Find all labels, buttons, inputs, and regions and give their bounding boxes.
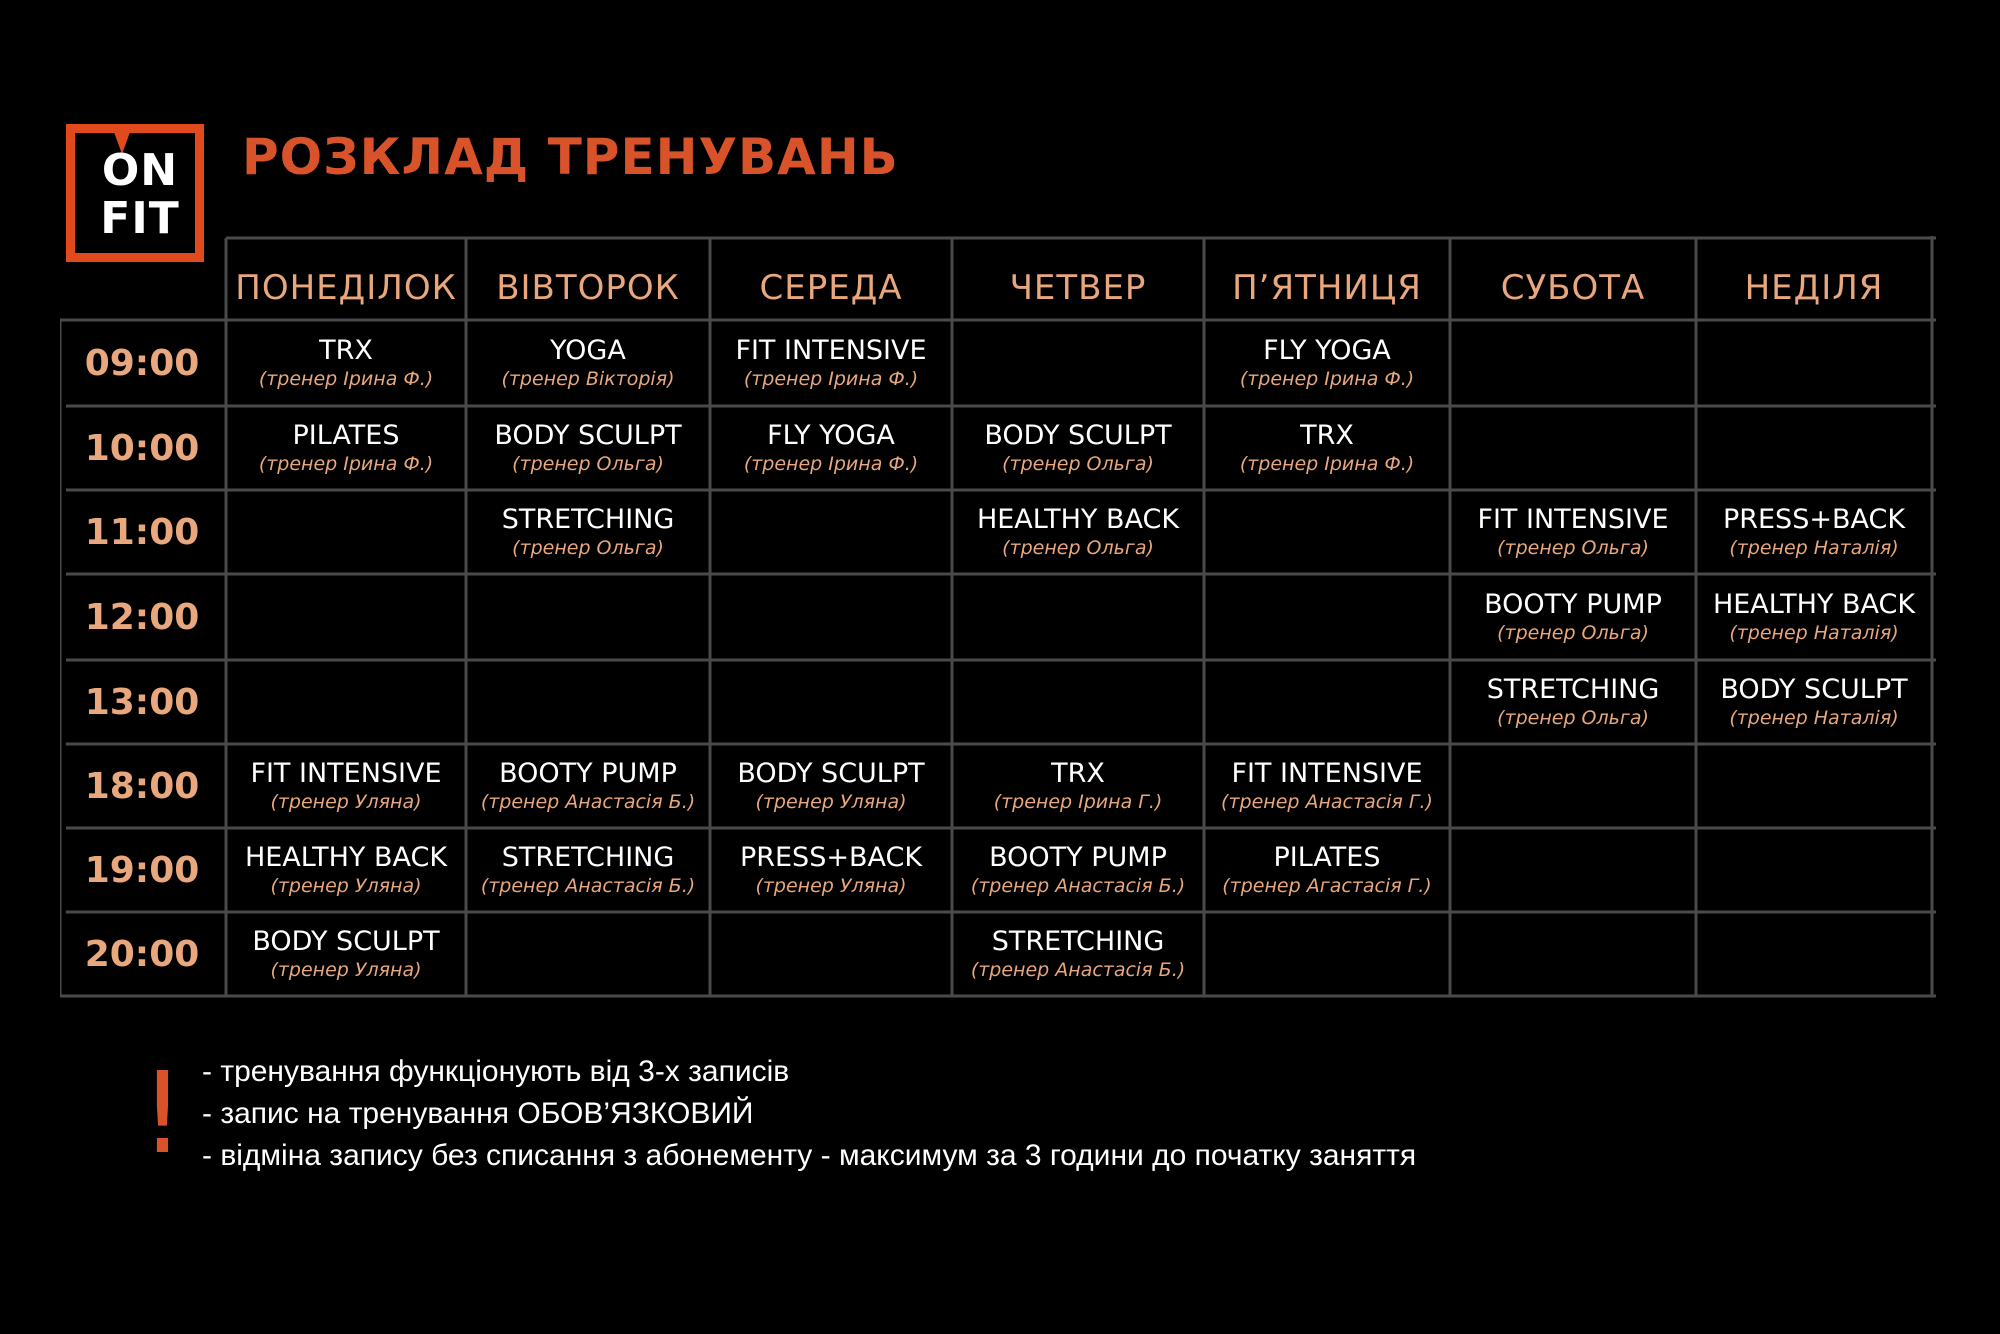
class-cell: [1204, 744, 1450, 828]
day-header: ЧЕТВЕР: [1009, 268, 1147, 308]
class-cell: [1696, 660, 1932, 744]
class-name: BOOTY PUMP: [1484, 589, 1662, 620]
class-trainer: (тренер Ірина Ф.): [1239, 368, 1415, 390]
class-trainer: (тренер Ірина Ф.): [258, 453, 434, 475]
class-cell: [1204, 406, 1450, 490]
class-name: STRETCHING: [1486, 674, 1660, 705]
class-name: PRESS+BACK: [1722, 504, 1906, 535]
class-cell: [952, 912, 1204, 996]
class-cell: [466, 828, 710, 912]
day-header: П’ЯТНИЦЯ: [1232, 268, 1422, 308]
class-trainer: (тренер Уляна): [270, 959, 422, 981]
class-trainer: (тренер Ірина Ф.): [258, 368, 434, 390]
class-trainer: (тренер Уляна): [270, 875, 422, 897]
class-trainer: (тренер Ольга): [1497, 707, 1649, 729]
class-name: TRX: [1300, 420, 1354, 451]
class-cell: [710, 320, 952, 406]
class-name: STRETCHING: [991, 926, 1165, 957]
class-cell: [226, 320, 466, 406]
day-header: ПОНЕДІЛОК: [235, 268, 457, 308]
class-trainer: (тренер Ірина Ф.): [1239, 453, 1415, 475]
class-name: BODY SCULPT: [1720, 674, 1908, 705]
class-cell: [226, 406, 466, 490]
class-trainer: (тренер Ольга): [1497, 537, 1649, 559]
time-label: 13:00: [84, 681, 200, 723]
class-name: PILATES: [292, 420, 400, 451]
class-trainer: (тренер Ірина Ф.): [743, 453, 919, 475]
logo-text-fit: FIT: [100, 193, 180, 244]
class-cell: [1204, 828, 1450, 912]
day-header: ВІВТОРОК: [496, 268, 680, 308]
class-name: BOOTY PUMP: [499, 758, 677, 789]
note-item: - тренування функціонують від 3-х записів: [202, 1055, 790, 1088]
class-cell: [710, 406, 952, 490]
class-cell: [952, 744, 1204, 828]
logo-text-on: ON: [101, 145, 179, 196]
class-name: FLY YOGA: [767, 420, 895, 451]
class-name: BOOTY PUMP: [989, 842, 1167, 873]
class-cell: [1204, 320, 1450, 406]
time-label: 10:00: [84, 427, 200, 469]
class-cell: [952, 828, 1204, 912]
class-cell: [1696, 574, 1932, 660]
time-label: 18:00: [84, 765, 200, 807]
time-label: 12:00: [84, 596, 200, 638]
class-trainer: (тренер Анастасія Г.): [1221, 791, 1433, 813]
note-item: - запис на тренування ОБОВ’ЯЗКОВИЙ: [202, 1097, 754, 1130]
class-trainer: (тренер Ольга): [512, 453, 664, 475]
schedule-table: [60, 236, 1940, 1000]
class-cell: [1450, 490, 1696, 574]
class-trainer: (тренер Ольга): [1002, 537, 1154, 559]
class-cell: [226, 744, 466, 828]
class-cell: [226, 912, 466, 996]
class-name: HEALTHY BACK: [1712, 589, 1916, 620]
time-label: 20:00: [84, 933, 200, 975]
class-trainer: (тренер Наталія): [1729, 707, 1899, 729]
day-header: СЕРЕДА: [759, 268, 903, 308]
page-title: РОЗКЛАД ТРЕНУВАНЬ: [242, 128, 899, 186]
class-trainer: (тренер Ольга): [512, 537, 664, 559]
class-name: HEALTHY BACK: [244, 842, 448, 873]
class-trainer: (тренер Уляна): [270, 791, 422, 813]
class-name: TRX: [1051, 758, 1105, 789]
class-trainer: (тренер Ольга): [1002, 453, 1154, 475]
class-trainer: (тренер Анастасія Б.): [480, 875, 696, 897]
class-trainer: (тренер Уляна): [755, 791, 907, 813]
class-trainer: (тренер Наталія): [1729, 622, 1899, 644]
class-cell: [1450, 660, 1696, 744]
class-trainer: (тренер Ірина Г.): [993, 791, 1163, 813]
class-name: BODY SCULPT: [984, 420, 1172, 451]
class-cell: [952, 490, 1204, 574]
time-label: 11:00: [84, 511, 200, 553]
class-name: PILATES: [1273, 842, 1381, 873]
class-trainer: (тренер Наталія): [1729, 537, 1899, 559]
class-name: PRESS+BACK: [739, 842, 923, 873]
exclamation-icon: !: [140, 1049, 185, 1179]
class-trainer: (тренер Анастасія Б.): [970, 875, 1186, 897]
class-name: TRX: [319, 335, 373, 366]
time-label: 09:00: [84, 342, 200, 384]
class-cell: [226, 828, 466, 912]
time-label: 19:00: [84, 849, 200, 891]
day-header: СУБОТА: [1500, 268, 1646, 308]
class-name: FIT INTENSIVE: [250, 758, 442, 789]
class-name: YOGA: [550, 335, 626, 366]
class-trainer: (тренер Ольга): [1497, 622, 1649, 644]
class-name: HEALTHY BACK: [976, 504, 1180, 535]
class-name: STRETCHING: [501, 504, 675, 535]
class-cell: [466, 406, 710, 490]
class-cell: [466, 744, 710, 828]
class-cell: [710, 744, 952, 828]
class-name: BODY SCULPT: [737, 758, 925, 789]
class-name: FIT INTENSIVE: [735, 335, 927, 366]
class-name: FLY YOGA: [1263, 335, 1391, 366]
class-name: FIT INTENSIVE: [1231, 758, 1423, 789]
class-name: BODY SCULPT: [252, 926, 440, 957]
class-cell: [466, 490, 710, 574]
class-name: STRETCHING: [501, 842, 675, 873]
note-item: - відміна запису без списання з абонементу - максимум за 3 години до початку заняття: [202, 1139, 1417, 1172]
class-name: BODY SCULPT: [494, 420, 682, 451]
class-cell: [1450, 574, 1696, 660]
day-header: НЕДІЛЯ: [1744, 268, 1884, 308]
class-name: FIT INTENSIVE: [1477, 504, 1669, 535]
class-cell: [710, 828, 952, 912]
class-cell: [952, 406, 1204, 490]
class-trainer: (тренер Агастасія Г.): [1222, 875, 1432, 897]
class-trainer: (тренер Анастасія Б.): [480, 791, 696, 813]
class-trainer: (тренер Уляна): [755, 875, 907, 897]
class-trainer: (тренер Ірина Ф.): [743, 368, 919, 390]
class-trainer: (тренер Вікторія): [501, 368, 675, 390]
class-cell: [466, 320, 710, 406]
class-cell: [1696, 490, 1932, 574]
class-trainer: (тренер Анастасія Б.): [970, 959, 1186, 981]
